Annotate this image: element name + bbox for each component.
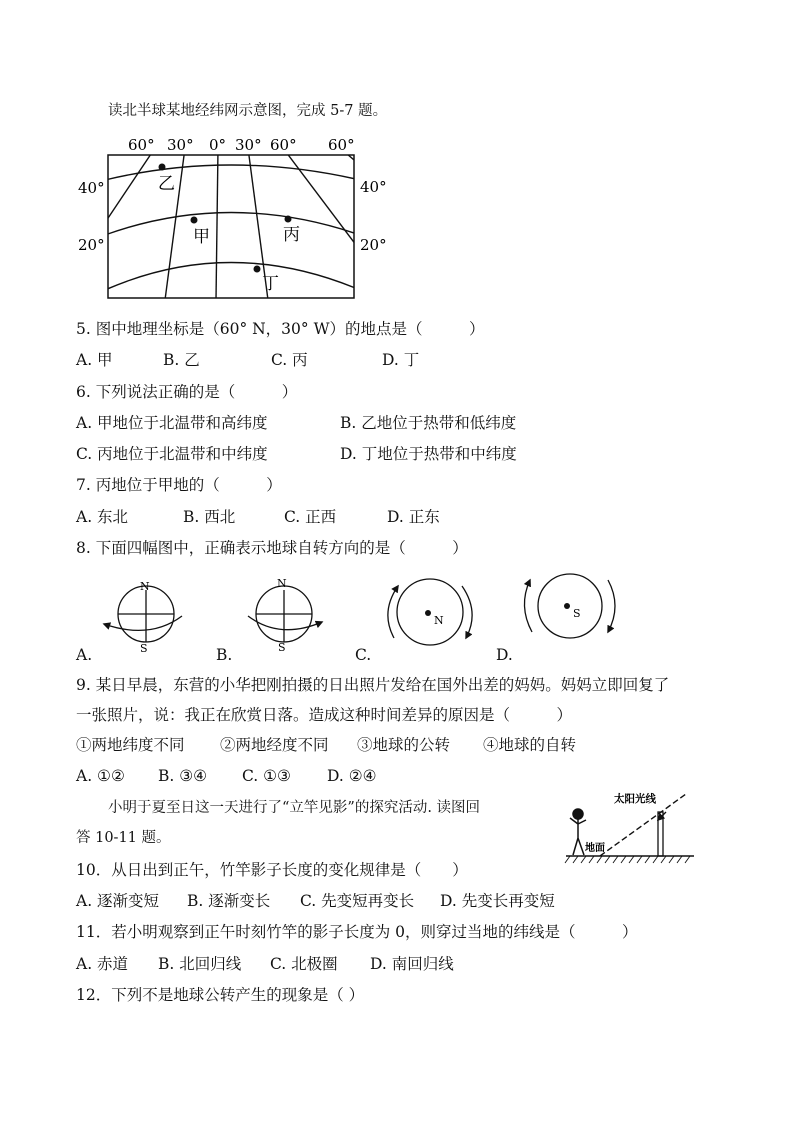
label-bing: 丙 [283,225,300,245]
globe-d-s: S [573,607,581,620]
meridian-30w [165,148,185,300]
map-frame [108,155,354,298]
top-label: 30° [167,136,194,154]
left-label-20: 20° [78,236,105,254]
q10-stem: 10．从日出到正午，竹竿影子长度的变化规律是（ ） [76,861,468,879]
q8-option-a[interactable]: A. [76,646,93,664]
globe-b [248,586,322,642]
sun-ray-label: 太阳光线 [614,793,656,805]
q5-option-b[interactable]: B. 乙 [163,351,200,369]
q6-stem: 6. 下列说法正确的是（ ） [76,383,298,401]
q9-stem-2: 一张照片，说：我正在欣赏日落。造成这种时间差异的原因是（ ） [76,706,573,724]
q11-option-c[interactable]: C. 北极圈 [270,955,338,973]
label-ding: 丁 [262,274,279,294]
q9-option-d[interactable]: D. ②④ [327,767,377,785]
meridian-0 [216,148,218,300]
q5-stem: 5. 图中地理坐标是（60° N，30° W）的地点是（ ） [76,320,485,338]
left-label-40: 40° [78,179,105,197]
right-label-20: 20° [360,236,387,254]
q11-option-b[interactable]: B. 北回归线 [158,955,242,973]
q9-choice-4: ④地球的自转 [483,736,577,754]
q9-choice-1: ①两地纬度不同 [76,736,185,754]
q11-option-a[interactable]: A. 赤道 [76,955,129,973]
ground-label: 地面 [585,843,605,854]
q7-option-c[interactable]: C. 正西 [284,508,337,526]
q10-option-b[interactable]: B. 逐渐变长 [187,892,271,910]
rotation-figures [0,572,794,662]
q10-option-a[interactable]: A. 逐渐变短 [76,892,160,910]
q9-stem-1: 9. 某日早晨，东营的小华把刚拍摄的日出照片发给在国外出差的妈妈。妈妈立即回复了 [76,676,670,694]
q5-option-c[interactable]: C. 丙 [271,351,308,369]
q7-stem: 7. 丙地位于甲地的（ ） [76,476,282,494]
q6-option-d[interactable]: D. 丁地位于热带和中纬度 [340,445,517,463]
q9-option-b[interactable]: B. ③④ [158,767,208,785]
globe-b-n: N [277,577,287,590]
globe-c-n: N [434,614,444,627]
person-icon [570,809,586,855]
q7-option-a[interactable]: A. 东北 [76,508,129,526]
q11-stem: 11．若小明观察到正午时刻竹竿的影子长度为 0，则穿过当地的纬线是（ ） [76,923,638,941]
q11-option-d[interactable]: D. 南回归线 [370,955,454,973]
q9-choice-3: ③地球的公转 [357,736,451,754]
q8-option-d[interactable]: D. [496,646,513,664]
q8-stem: 8. 下面四幅图中，正确表示地球自转方向的是（ ） [76,539,468,557]
q12-stem: 12．下列不是地球公转产生的现象是（ ） [76,986,365,1004]
intro-10-11-line-2: 答 10-11 题。 [76,830,171,846]
point-ding [254,266,261,273]
q10-option-c[interactable]: C. 先变短再变长 [300,892,415,910]
q6-option-c[interactable]: C. 丙地位于北温带和中纬度 [76,445,268,463]
q9-option-a[interactable]: A. ①② [76,767,125,785]
q9-choice-2: ②两地经度不同 [220,736,329,754]
globe-a-s: S [140,642,148,655]
globe-a-n: N [140,580,150,593]
point-bing [285,216,292,223]
q6-option-b[interactable]: B. 乙地位于热带和低纬度 [340,414,517,432]
q6-option-a[interactable]: A. 甲地位于北温带和高纬度 [76,414,268,432]
intro-10-11-line-1: 小明于夏至日这一天进行了“立竿见影”的探究活动. 读图回 [108,800,481,816]
q5-option-d[interactable]: D. 丁 [382,351,420,369]
point-jia [191,217,198,224]
q8-option-c[interactable]: C. [355,646,372,664]
q5-option-a[interactable]: A. 甲 [76,351,113,369]
shadow-figure [0,786,794,866]
q7-option-b[interactable]: B. 西北 [183,508,236,526]
q10-option-d[interactable]: D. 先变长再变短 [440,892,555,910]
top-label: 0° [209,136,227,154]
point-yi [159,164,166,171]
label-yi: 乙 [158,174,175,194]
top-label: 30° [235,136,262,154]
right-label-40: 40° [360,178,387,196]
top-label: 60° [270,136,297,154]
top-label: 60° [328,136,355,154]
parallel-40 [105,213,360,236]
intro-5-7: 读北半球某地经纬网示意图，完成 5-7 题。 [108,103,388,119]
parallel-60 [105,165,360,180]
parallel-20 [105,263,360,291]
label-jia: 甲 [193,227,210,247]
globe-b-s: S [278,641,286,654]
q7-option-d[interactable]: D. 正东 [387,508,440,526]
q8-option-b[interactable]: B. [216,646,233,664]
q9-option-c[interactable]: C. ①③ [242,767,291,785]
globe-a [104,586,182,642]
top-label: 60° [128,136,155,154]
